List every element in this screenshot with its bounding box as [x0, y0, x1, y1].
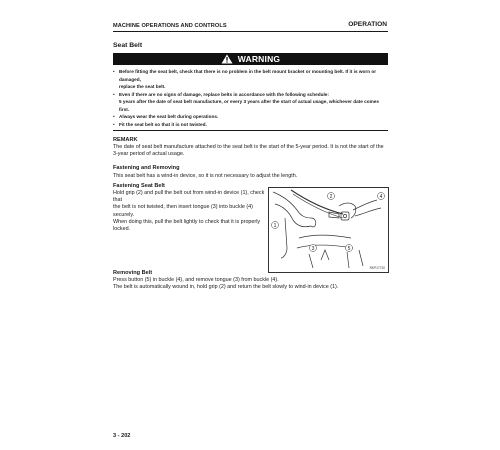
warning-triangle-icon [221, 54, 233, 64]
fastening-seat-belt-text [113, 190, 268, 233]
figure-callout-1: 1 [273, 222, 277, 229]
page-title: Seat Belt [113, 42, 143, 49]
figure-callout-2: 2 [329, 193, 333, 200]
removing-belt-title: Removing Belt [113, 270, 153, 276]
fastening-title: Fastening and Removing [113, 165, 180, 171]
text-line: The belt is automatically wound in, hold grip (2) and return the belt slowly to wind-in device (1). [113, 284, 339, 291]
warning-item: • Even if there are no signs of damage, replace belts in accordance with the following schedule: [113, 91, 388, 99]
warning-bottom-rule [113, 130, 388, 131]
figure-callout-5: 5 [347, 245, 351, 252]
fastening-seat-belt-title: Fastening Seat Belt [113, 183, 165, 189]
figure-callout-4: 4 [379, 193, 383, 200]
warning-item: • Always wear the seat belt during operations. [113, 113, 388, 121]
remark-text [113, 144, 393, 158]
warning-label: WARNING [237, 54, 281, 64]
page-number: 3 - 202 [113, 433, 131, 439]
text-line: When doing this, pull the belt lightly to check that it is properly [113, 218, 261, 225]
header-section-title: MACHINE OPERATIONS AND CONTROLS [113, 23, 227, 29]
text-line: locked. [113, 226, 131, 233]
warning-item: • Before fitting the seat belt, check that there is no problem in the belt mount bracket or mounting belt. If it is worn or damaged, [113, 68, 388, 83]
text-line: Press button (5) in buckle (4), and remove tongue (3) from buckle (4). [113, 277, 279, 283]
seat-belt-figure [268, 187, 389, 273]
text-line: Hold grip (2) and pull the belt out from wind-in device (1), check that [113, 190, 265, 204]
header-divider [113, 31, 388, 32]
remark-line: The date of seat belt manufacture attached to the seat belt is the start of the 5-year period. It is not the start of the [113, 144, 384, 150]
warning-banner [113, 53, 388, 65]
warning-item-continued: replace the seat belt. [119, 84, 166, 89]
figure-code: RKP17720 [369, 266, 385, 270]
figure-callout-3: 3 [311, 245, 315, 252]
text-line: securely. [113, 211, 135, 218]
fastening-text: This seat belt has a wind-in device, so it is not necessary to adjust the length. [113, 173, 298, 179]
removing-belt-text [113, 277, 393, 291]
seat-belt-illustration [269, 188, 388, 272]
header-chapter-title: OPERATION [348, 21, 387, 28]
remark-title: REMARK [113, 137, 138, 143]
warning-item: • Fit the seat belt so that it is not twisted. [113, 121, 388, 129]
warning-list [113, 68, 388, 128]
remark-line: 3-year period of actual usage. [113, 151, 185, 158]
warning-item-continued: 5 years after the date of seat belt manufacture, or every 3 years after the start of actual usage, whichever date comes first. [119, 99, 380, 112]
text-line: the belt is not twisted, then insert tongue (3) into buckle (4) [113, 204, 253, 211]
